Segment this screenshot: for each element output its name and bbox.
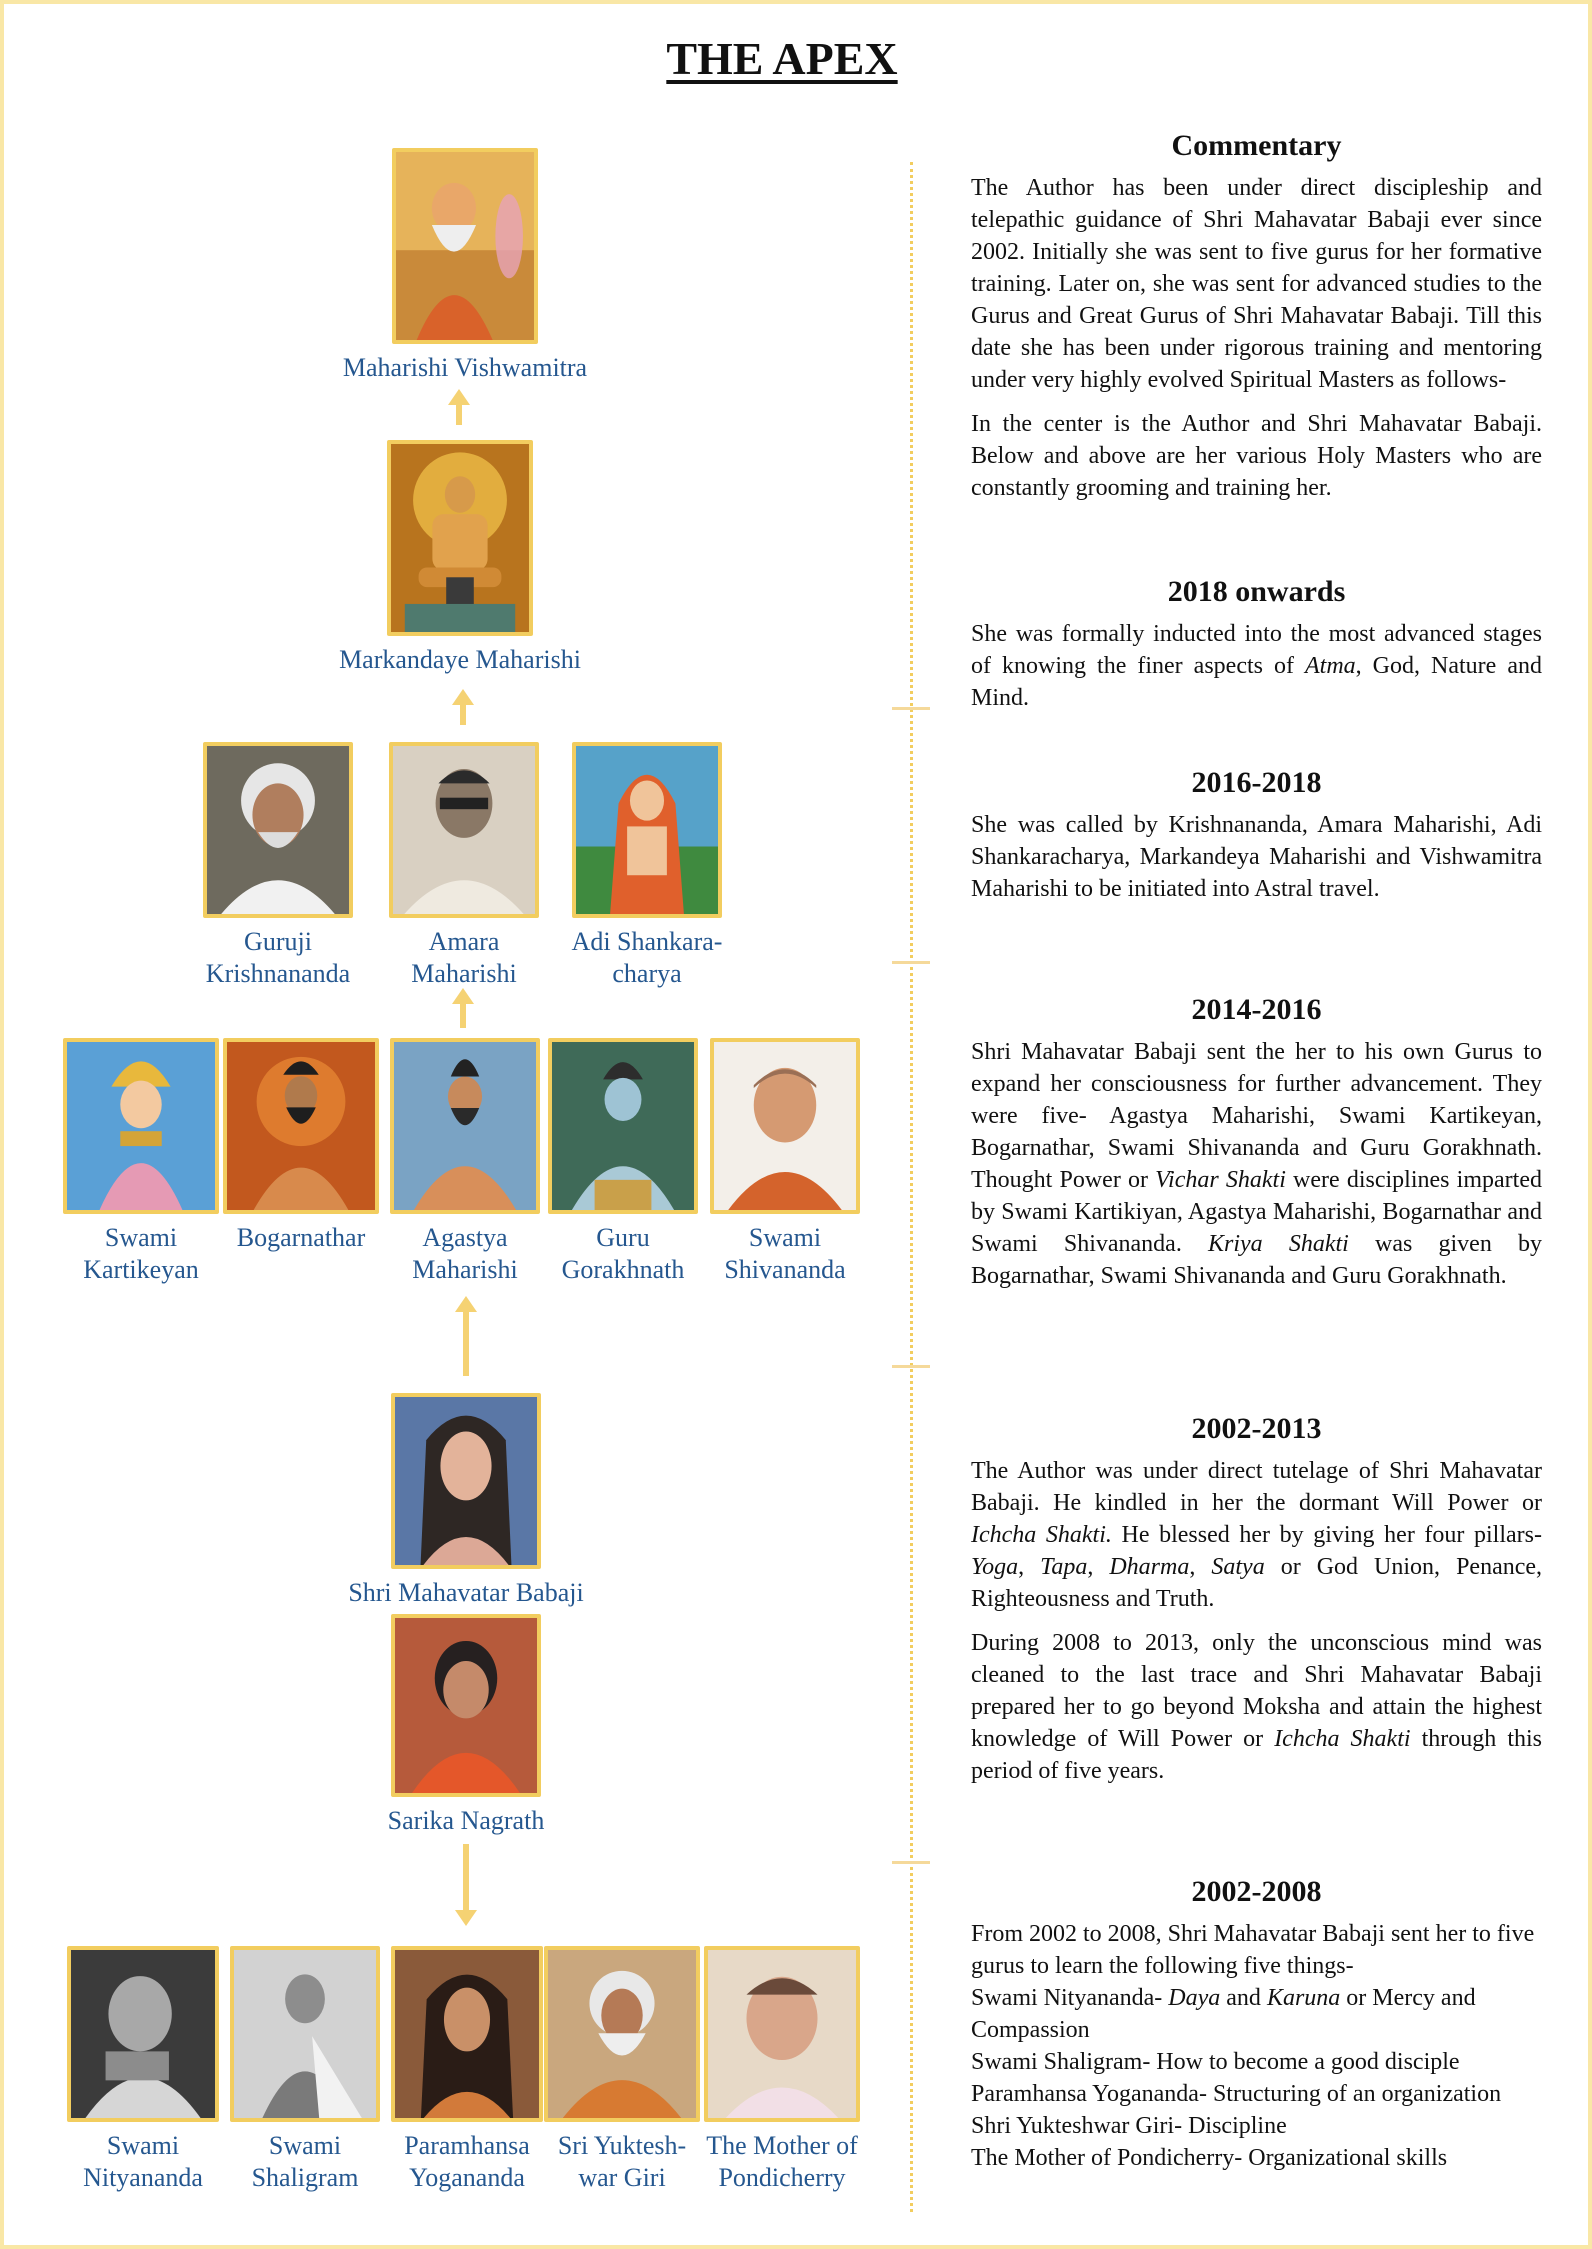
- amara-maharishi-portrait: [389, 742, 539, 918]
- shivananda-name-line2: Shivananda: [724, 1255, 846, 1284]
- person-vishwamitra: [342, 148, 588, 384]
- s2008-item-nityananda: [971, 1982, 1542, 2046]
- section-2014-text-a: Shri Mahavatar Babaji sent the her to his own Gurus to expand her consciousness for further advancement. They were five- Agastya Maharishi, Swami Kartikeyan, Bogarnathar, Swami Shivananda and Guru Gorakhnath. Thought Power or: [971, 1039, 1542, 1193]
- nityananda-name-line2: Nityananda: [83, 2163, 203, 2192]
- kriya-shakti-term: Kriya Shakti: [1208, 1231, 1349, 1257]
- section-2018-text-b: , God, Nature and Mind.: [971, 653, 1542, 711]
- sarika-nagrath-name: [316, 1805, 616, 1837]
- section-2014-2016: [971, 992, 1542, 1304]
- ichcha-shakti-term: Ichcha Shakti: [1274, 1726, 1411, 1752]
- section-2002-2008-list: [971, 1918, 1542, 2174]
- kartikeyan-name-line2: Kartikeyan: [83, 1255, 199, 1284]
- shivananda-name-line1: Swami: [748, 1223, 822, 1252]
- commentary-section: [971, 128, 1542, 504]
- yukteshwar-portrait: [544, 1946, 700, 2122]
- s2008-item-yogananda: Paramhansa Yogananda- Structuring of an organization: [971, 2081, 1502, 2107]
- mother-name: [687, 2130, 877, 2194]
- person-bogarnathar: [206, 1038, 396, 1254]
- krishnananda-name-line2: Krishnananda: [205, 959, 351, 988]
- babaji-name: [316, 1577, 616, 1609]
- atma-term: Atma: [1305, 653, 1356, 679]
- person-krishnananda: [183, 742, 373, 990]
- section-2002-2008: [971, 1874, 1542, 2186]
- kartikeyan-portrait: [63, 1038, 219, 1214]
- amara-name-line1: Amara: [428, 927, 500, 956]
- vichar-shakti-term: Vichar Shakti: [1155, 1167, 1286, 1193]
- person-sarika-nagrath: [371, 1614, 561, 1837]
- timeline-tick: [892, 707, 930, 710]
- vishwamitra-name-text: Maharishi Vishwamitra: [342, 353, 588, 382]
- markandaye-name: [310, 644, 610, 676]
- mother-name-line2: Pondicherry: [718, 2163, 846, 2192]
- mother-name-line1: The Mother of: [706, 2131, 858, 2160]
- krishnananda-portrait: [203, 742, 353, 918]
- bogarnathar-name: [206, 1222, 396, 1254]
- section-2016-text: She was called by Krishnananda, Amara Maharishi, Adi Shankaracharya, Markandeya Maharishi and Vishwamitra Maharishi to be initiated into Astral travel.: [971, 812, 1542, 902]
- adi-name-line2: charya: [612, 959, 682, 988]
- yogananda-name-line1: Paramhansa: [404, 2131, 530, 2160]
- s2008-item-mother: The Mother of Pondicherry- Organizational skills: [971, 2145, 1448, 2171]
- ichcha-shakti-term: Ichcha Shakti.: [971, 1522, 1112, 1548]
- babaji-portrait: [391, 1393, 541, 1569]
- s2008-l1-and: and: [1220, 1985, 1267, 2011]
- bogarnathar-name-line1: Bogarnathar: [236, 1223, 366, 1252]
- section-2002-2008-heading: 2002-2008: [1191, 1875, 1322, 1908]
- adi-name-line1: Adi Shankara-: [571, 927, 723, 956]
- mother-portrait: [704, 1946, 860, 2122]
- shaligram-name-line2: Shaligram: [251, 2163, 359, 2192]
- tapa-term: Tapa: [1040, 1554, 1088, 1580]
- commentary-paragraph-1: The Author has been under direct discipleship and telepathic guidance of Shri Mahavatar Babaji ever since 2002. Initially she was sent to five gurus for her formative training. Later on, she was sent for advanced studies to the Gurus and Great Gurus of Shri Mahavatar Babaji. Till this date she has been under rigorous training and mentoring under very highly evolved Spiritual Masters as follows-: [971, 175, 1542, 393]
- section-2014-heading: 2014-2016: [1191, 993, 1322, 1026]
- adi-shankaracharya-portrait: [572, 742, 722, 918]
- gorakhnath-portrait: [548, 1038, 698, 1214]
- page-title: THE APEX: [666, 33, 898, 84]
- krishnananda-name: [183, 926, 373, 990]
- person-adi-shankaracharya: [552, 742, 742, 990]
- karuna-term: Karuna: [1266, 1985, 1341, 2011]
- section-2018-text: [971, 618, 1542, 714]
- section-2014-text: [971, 1036, 1542, 1292]
- s2013-text-b: He blessed her by giving her four pillars-: [1111, 1522, 1542, 1548]
- agastya-name-line1: Agastya: [422, 1223, 508, 1252]
- s2013-sep: ,: [1087, 1554, 1110, 1580]
- section-2016-2018: [971, 765, 1542, 917]
- s2013-sep: ,: [1018, 1554, 1041, 1580]
- yukteshwar-name-line2: war Giri: [578, 2163, 666, 2192]
- vishwamitra-portrait: [392, 148, 538, 344]
- satya-term: Satya: [1211, 1554, 1265, 1580]
- gorakhnath-name-line1: Guru: [596, 1223, 650, 1252]
- krishnananda-name-line1: Guruji: [244, 927, 312, 956]
- s2013-text-a: The Author was under direct tutelage of Shri Mahavatar Babaji. He kindled in her the dormant Will Power or: [971, 1458, 1542, 1516]
- s2008-intro: From 2002 to 2008, Shri Mahavatar Babaji sent her to five gurus to learn the following five things-: [971, 1921, 1535, 1979]
- person-shri-mahavatar-babaji: [348, 1393, 584, 1609]
- timeline-tick: [892, 1365, 930, 1368]
- bogarnathar-portrait: [223, 1038, 379, 1214]
- person-mother-of-pondicherry: [687, 1946, 877, 2194]
- shivananda-portrait: [710, 1038, 860, 1214]
- person-markandaye: [339, 440, 581, 676]
- vishwamitra-name: [315, 352, 615, 384]
- section-2014-text-b: were disciplines imparted by Swami Kartikiyan, Agastya Maharishi, Bogarnathar and Swami Shivananda.: [971, 1167, 1542, 1257]
- s2013-sep: ,: [1189, 1554, 1212, 1580]
- timeline-line: [910, 162, 913, 2212]
- section-2002-2013-paragraph-1: [971, 1455, 1542, 1615]
- timeline-tick: [892, 1861, 930, 1864]
- amara-name-line2: Maharishi: [411, 959, 517, 988]
- markandaye-portrait: [387, 440, 533, 636]
- commentary-heading: Commentary: [1171, 129, 1342, 162]
- agastya-portrait: [390, 1038, 540, 1214]
- section-2014-text-c: was given by Bogarnathar, Swami Shivananda and Guru Gorakhnath.: [971, 1231, 1543, 1289]
- adi-shankaracharya-name: [552, 926, 742, 990]
- amara-maharishi-name: [369, 926, 559, 990]
- gorakhnath-name-line2: Gorakhnath: [561, 1255, 685, 1284]
- nityananda-portrait: [67, 1946, 219, 2122]
- timeline-tick: [892, 961, 930, 964]
- agastya-name-line2: Maharishi: [412, 1255, 518, 1284]
- babaji-name-text: Shri Mahavatar Babaji: [348, 1578, 584, 1607]
- yogananda-name-line2: Yogananda: [409, 2163, 525, 2192]
- commentary-paragraph-2: In the center is the Author and Shri Mahavatar Babaji. Below and above are her various Holy Masters who are constantly grooming and training her.: [971, 411, 1542, 501]
- section-2002-2013: [971, 1411, 1542, 1799]
- section-2018-heading: 2018 onwards: [1167, 575, 1346, 608]
- s2008-item-yukteshwar: Shri Yukteshwar Giri- Discipline: [971, 2113, 1287, 2139]
- sarika-name-text: Sarika Nagrath: [387, 1806, 545, 1835]
- shaligram-name-line1: Swami: [268, 2131, 342, 2160]
- daya-term: Daya: [1168, 1985, 1221, 2011]
- s2013-text-c: or God Union, Penance, Righteousness and Truth.: [971, 1554, 1543, 1612]
- s2008-item-shaligram: Swami Shaligram- How to become a good disciple: [971, 2049, 1460, 2075]
- person-swami-shivananda: [690, 1038, 880, 1286]
- s2008-l1-a: Swami Nityananda-: [971, 1985, 1169, 2011]
- shaligram-portrait: [230, 1946, 380, 2122]
- s2013-p2-text-b: through this period of five years.: [971, 1726, 1543, 1784]
- section-2018-onwards: [971, 574, 1542, 726]
- kartikeyan-name-line1: Swami: [104, 1223, 178, 1252]
- section-2016-heading: 2016-2018: [1191, 766, 1322, 799]
- section-2018-text-a: She was formally inducted into the most advanced stages of knowing the finer aspects of: [971, 621, 1542, 679]
- s2013-p2-text-a: During 2008 to 2013, only the unconscious mind was cleaned to the last trace and Shri Mahavatar Babaji prepared her to go beyond Moksha and attain the highest knowledge of Will Power or: [971, 1630, 1542, 1752]
- nityananda-name-line1: Swami: [106, 2131, 180, 2160]
- person-amara-maharishi: [369, 742, 559, 990]
- section-2002-2013-paragraph-2: [971, 1627, 1542, 1787]
- yogananda-portrait: [391, 1946, 543, 2122]
- markandaye-name-text: Markandaye Maharishi: [339, 645, 581, 674]
- section-2002-2013-heading: 2002-2013: [1191, 1412, 1322, 1445]
- shivananda-name: [690, 1222, 880, 1286]
- dharma-term: Dharma: [1109, 1554, 1190, 1580]
- sarika-nagrath-portrait: [391, 1614, 541, 1797]
- yoga-term: Yoga: [971, 1554, 1019, 1580]
- yukteshwar-name-line1: Sri Yuktesh-: [557, 2131, 687, 2160]
- s2008-l1-b: or Mercy and Compassion: [971, 1985, 1476, 2043]
